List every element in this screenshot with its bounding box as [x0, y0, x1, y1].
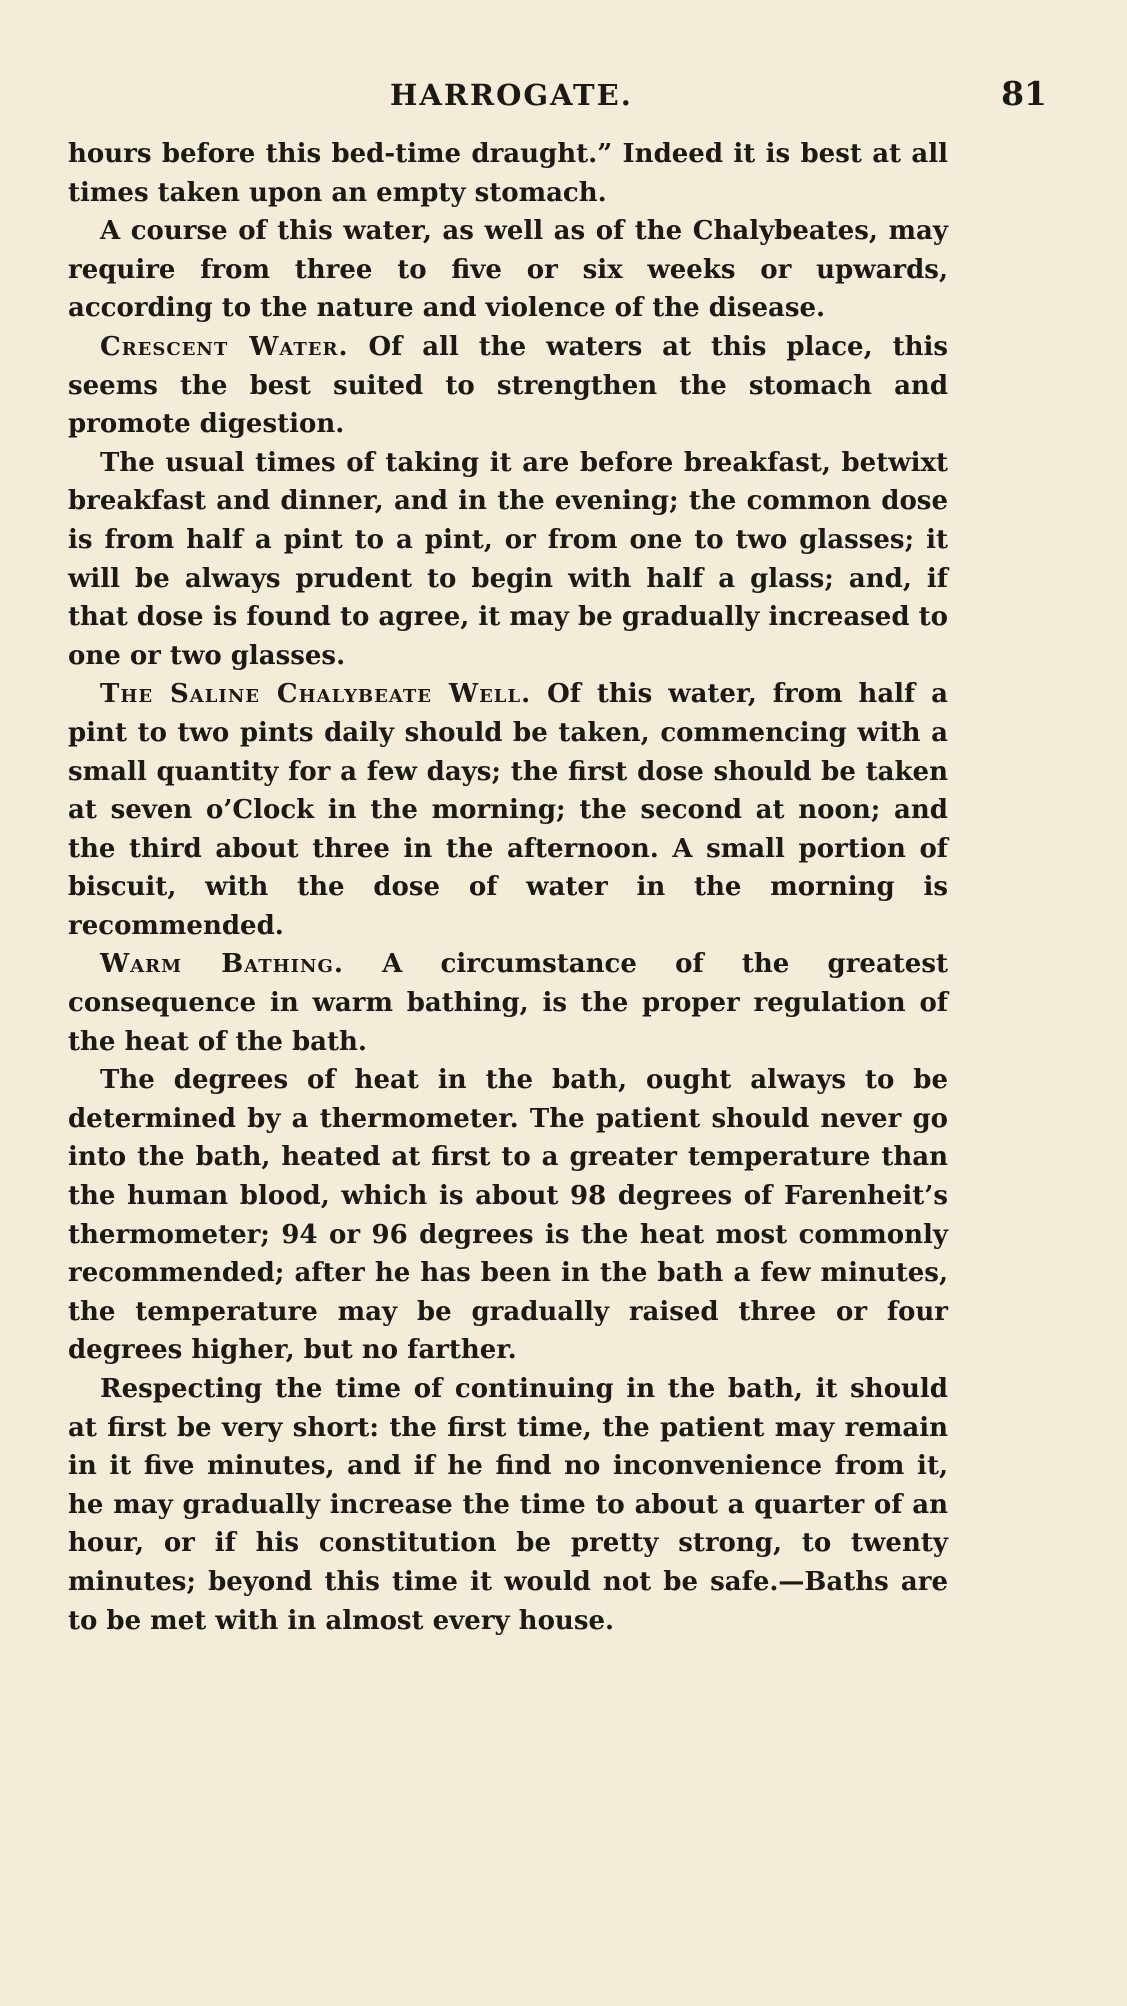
paragraph-text: Of this water, from half a pint to two pints daily should be taken, commencing with a small quantity for a few days; the first dose should be taken at seven o’Clock in the morning; the second at noon; and the third about three in the afternoon. A small portion of biscuit, with the dose of water in the morning is recommended. — [68, 679, 948, 941]
section-heading-saline-chalybeate-well: The Saline Chalybeate Well. — [100, 679, 532, 710]
paragraph — [68, 135, 948, 212]
paragraph — [68, 945, 948, 1061]
paragraph-text: The degrees of heat in the bath, ought always to be determined by a thermometer. The patient should never go into the bath, heated at first to a greater temperature than the human blood, which is about 98 degrees of Farenheit’s thermometer; 94 or 96 degrees is the heat most commonly recommended; after he has been in the bath a few minutes, the temperature may be gradually raised three or four degrees higher, but no farther. — [68, 1065, 948, 1366]
page-header — [390, 74, 1047, 118]
paragraph-text: Of all the waters at this place, this seems the best suited to strengthen the stomach and promote digestion. — [68, 331, 949, 440]
paragraph — [68, 212, 948, 328]
section-heading-crescent-water: Crescent Water. — [100, 331, 349, 362]
running-title: HARROGATE. — [390, 78, 633, 112]
paragraph-text: hours before this bed-time draught.” Indeed it is best at all times taken upon an empty stomach. — [68, 139, 948, 208]
body-text — [68, 135, 948, 1640]
page-number: 81 — [1001, 74, 1047, 113]
paragraph-text: A course of this water, as well as of the Chalybeates, may require from three to five or six weeks or upwards, according to the nature and violence of the disease. — [68, 216, 948, 324]
paragraph — [68, 328, 948, 444]
paragraph — [68, 1370, 948, 1640]
section-heading-warm-bathing: Warm Bathing. — [100, 949, 344, 980]
paragraph-text: Respecting the time of continuing in the bath, it should at first be very short: the first time, the patient may remain in it five minutes, and if he find no inconvenience from it, he may gradually increase the time to about a quarter of an hour, or if his constitution be pretty strong, to twenty minutes; beyond this time it would not be safe.—Baths are to be met with in almost every house. — [68, 1374, 948, 1636]
paragraph — [68, 675, 948, 945]
paragraph — [68, 444, 948, 676]
paragraph — [68, 1061, 948, 1370]
paragraph-text: The usual times of taking it are before breakfast, betwixt breakfast and dinner, and in the evening; the common dose is from half a pint to a pint, or from one to two glasses; it will be always prudent to begin with half a glass; and, if that dose is found to agree, it may be gradually increased to one or two glasses. — [68, 447, 948, 671]
paragraph-text: A circumstance of the greatest consequence in warm bathing, is the proper regulation of the heat of the bath. — [68, 949, 948, 1057]
